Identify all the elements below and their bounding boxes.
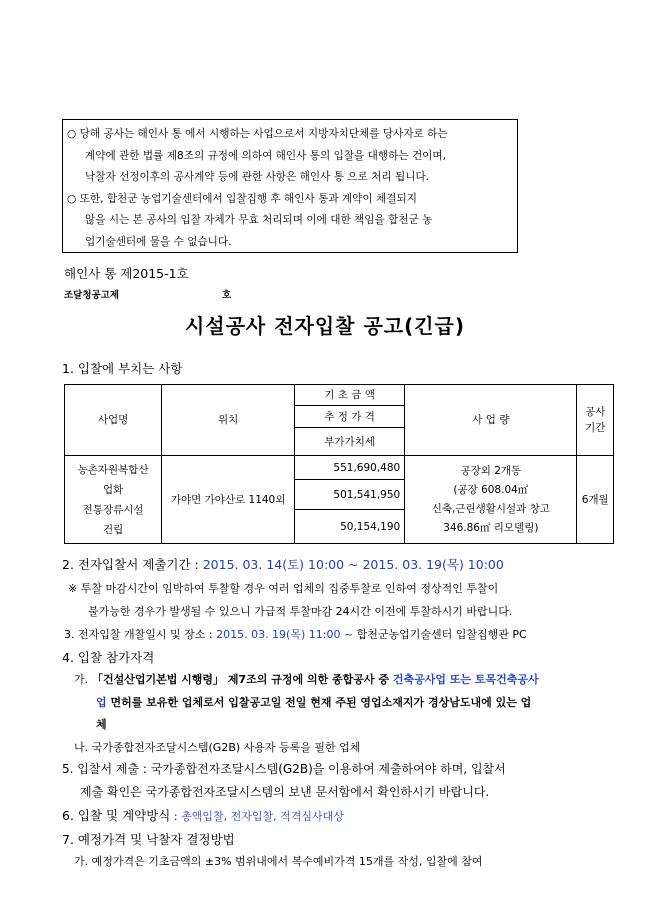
section-6-sep: : [170, 810, 182, 823]
cell-vat: 50,154,190 [295, 510, 405, 544]
bid-items-table [64, 384, 614, 544]
cell-project [65, 456, 162, 544]
license-type-end: 업 [96, 696, 107, 709]
section-2-note-1: ※ 투찰 마감시간이 임박하여 투찰할 경우 여러 업체의 집중투찰로 인하여 정상적인 투찰이 [68, 582, 499, 595]
section-7-heading: 7. 예정가격 및 낙찰자 결정방법 [62, 832, 235, 847]
section-3-heading: 3. 전자입찰 개찰일시 및 장소 : [64, 628, 217, 641]
license-type: 건축공사업 또는 토목건축공사 [392, 673, 539, 686]
section-5-line-2: 제출 확인은 국가종합전자조달시스템의 보낸 문서함에서 확인하시기 바랍니다. [80, 785, 490, 799]
procurement-label: 조달청공고제 [64, 290, 120, 301]
section-4-a-part-1: 「건설산업기본법 시행령」 제7조의 규정에 의한 종합공사 중 [91, 673, 393, 686]
project-line-2: 업화 [102, 483, 124, 496]
section-4-b: 나. 국가종합전자조달시스템(G2B) 사용자 등록을 필한 업체 [74, 741, 361, 754]
section-4-a-line-2 [96, 694, 531, 710]
section-2-line [62, 555, 504, 573]
cell-volume [405, 456, 577, 544]
notice-item-1-line-2: 계약에 관한 법률 제8조의 규정에 의하여 해인사 통의 입찰을 대행하는 건이며, [85, 149, 447, 162]
cell-base-amount: 551,690,480 [295, 456, 405, 480]
volume-line-1: 공장외 2개동 [460, 464, 522, 477]
opening-place: 합천군농업기술센터 입찰집행관 PC [353, 628, 527, 641]
section-6-heading: 6. 입찰 및 계약방식 [62, 808, 171, 823]
header-volume: 사 업 량 [405, 385, 577, 456]
header-period: 공사 기간 [577, 385, 614, 456]
project-line-4: 건립 [102, 523, 124, 536]
section-4-a-part-2: 면허를 보유한 업체로서 입찰공고일 전일 현재 주된 영업소재지가 경상남도내에 있는 업 [106, 696, 532, 709]
project-line-3: 전통장류시설 [82, 503, 144, 516]
notice-box [62, 119, 518, 253]
section-1-heading: 1. 입찰에 부치는 사항 [62, 361, 183, 376]
header-base-amount: 기 초 금 액 [295, 385, 405, 406]
header-location: 위치 [162, 385, 295, 456]
notice-item-1-line-3: 낙찰자 선정이후의 공사계약 등에 관한 사항은 해인사 통 으로 처리 됩니다. [85, 171, 430, 184]
section-2-note-2: 불가능한 경우가 발생될 수 있으니 가급적 투찰마감 24시간 이전에 투찰하시기 바랍니다. [88, 605, 513, 618]
project-line-1: 농촌자원복합산 [77, 463, 149, 476]
header-vat: 부가가치세 [295, 428, 405, 456]
procurement-suffix: 호 [222, 290, 232, 301]
section-5-heading: 5. 입찰서 제출 [62, 762, 140, 776]
volume-line-4: 346.86㎡ 리모델링) [443, 521, 539, 534]
doc-number: 해인사 통 제2015-1호 [64, 266, 189, 281]
section-4-a-prefix: 가. [74, 673, 89, 686]
notice-item-2-line-3: 업기술센터에 물을 수 없습니다. [85, 235, 232, 248]
notice-item-1 [67, 124, 511, 189]
notice-item-2 [67, 189, 511, 254]
page-title: 시설공사 전자입찰 공고(긴급) [184, 314, 466, 338]
section-5-line-1 [62, 760, 506, 777]
section-3-line [64, 626, 527, 642]
contract-method: 총액입찰, 전자입찰, 적격심사대상 [181, 810, 344, 823]
section-4-heading: 4. 입찰 참가자격 [62, 650, 155, 665]
volume-line-2: (공장 608.04㎡ [453, 483, 529, 496]
notice-item-2-line-2: 않을 시는 본 공사의 입찰 자체가 무효 처리되며 이에 대한 책임을 합천군 농 [85, 214, 433, 227]
cell-estimated: 501,541,950 [295, 480, 405, 510]
cell-period: 6개월 [577, 456, 614, 544]
notice-item-1-line-1: ○ 당해 공사는 해인사 통 에서 시행하는 사업으로서 지방자치단체를 당사자로 하는 [67, 128, 448, 140]
cell-location: 가야면 가야산로 1140외 [162, 456, 295, 544]
opening-datetime: 2015. 03. 19(목) 11:00 ~ [216, 628, 354, 641]
volume-line-3: 신축,근린생활시설과 창고 [431, 502, 550, 515]
section-2-heading: 2. 전자입찰서 제출기간 : [62, 557, 203, 572]
section-4-a-part-3: 체 [96, 718, 107, 731]
section-5-text-1: : 국가종합전자조달시스템(G2B)을 이용하여 제출하여야 하며, 입찰서 [139, 762, 506, 776]
notice-item-2-line-1: ○ 또한, 합천군 농업기술센터에서 입찰집행 후 해인사 통과 계약이 체결되지 [67, 192, 417, 205]
section-6-line [62, 806, 344, 824]
header-estimated: 추 정 가 격 [295, 406, 405, 428]
submission-period: 2015. 03. 14(토) 10:00 ~ 2015. 03. 19(목) 10:00 [202, 557, 504, 572]
section-4-a-line-1 [74, 671, 539, 687]
section-7-a: 가. 예정가격은 기초금액의 ±3% 범위내에서 복수예비가격 15개를 작성, 입찰에 참여 [74, 855, 483, 868]
header-project: 사업명 [65, 385, 162, 456]
